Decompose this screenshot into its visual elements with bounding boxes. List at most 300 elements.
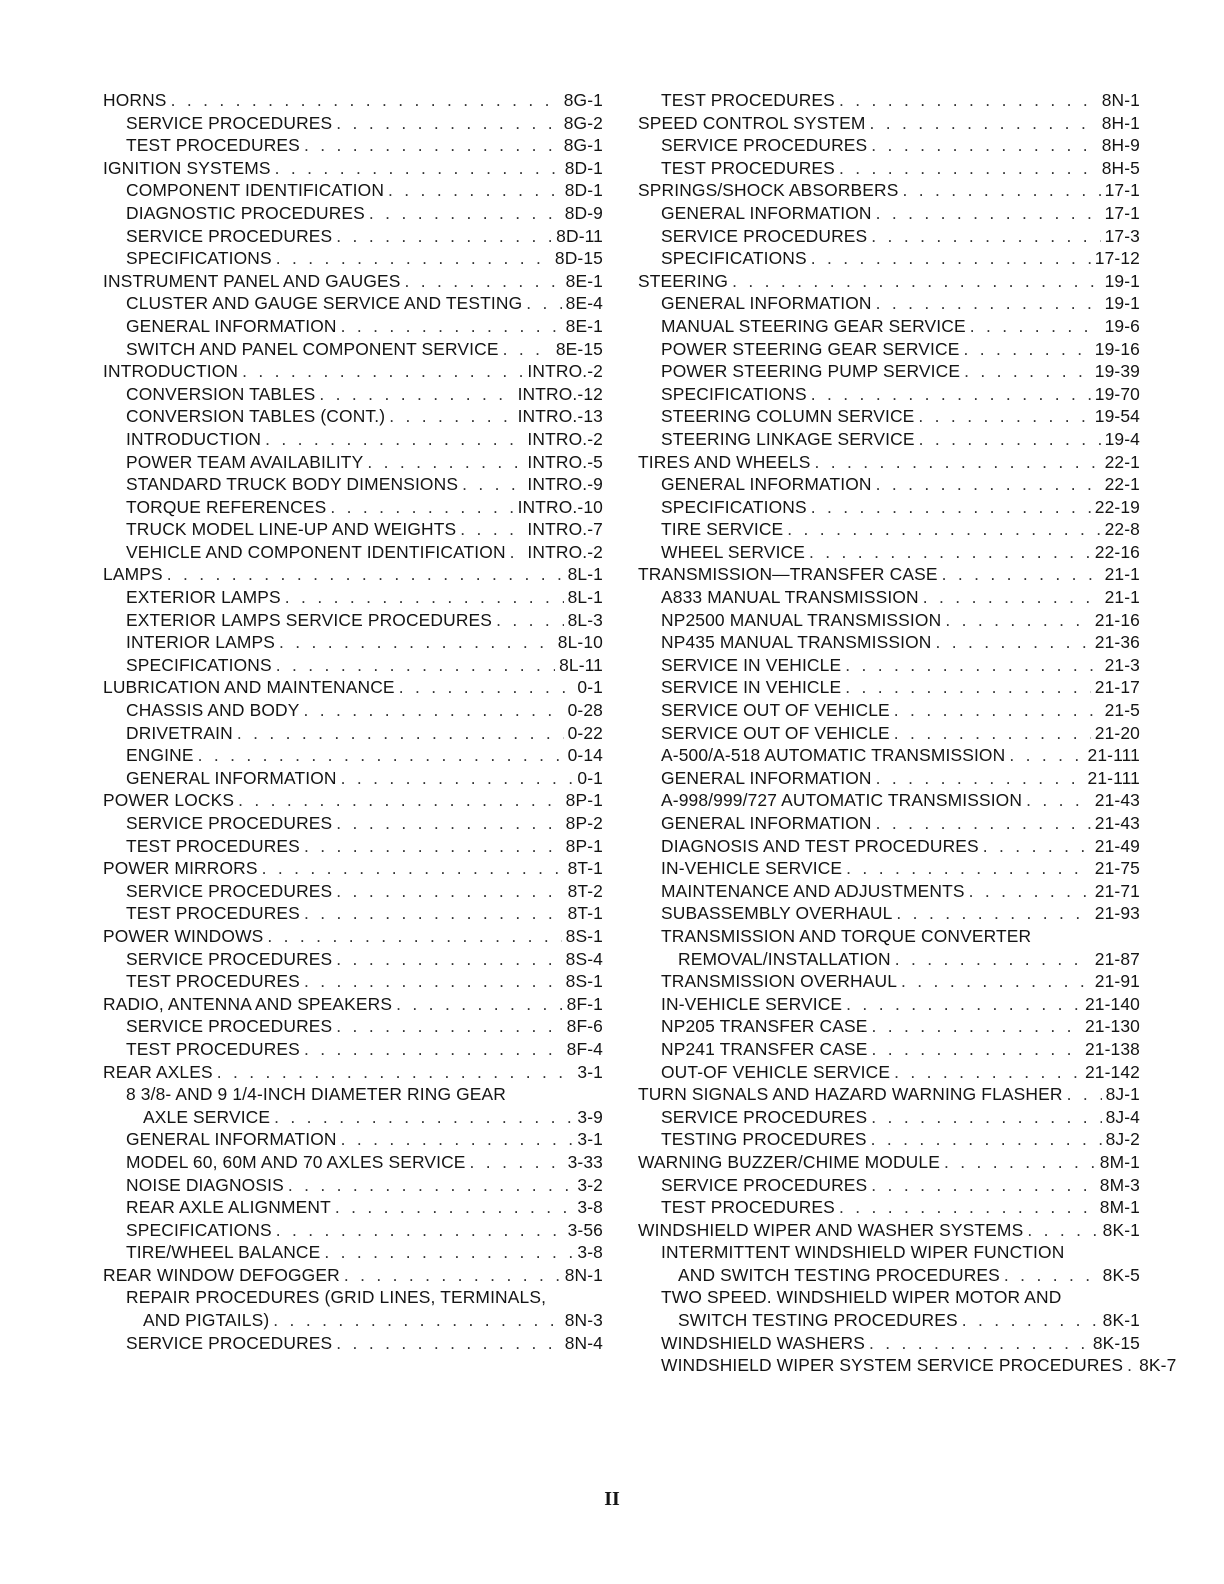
entry-title: TWO SPEED. WINDSHIELD WIPER MOTOR AND: [661, 1287, 1062, 1308]
index-subentry: [638, 699, 1140, 722]
entry-title: TURN SIGNALS AND HAZARD WARNING FLASHER: [638, 1084, 1063, 1105]
dot-leader: [896, 902, 1090, 925]
entry-title: SERVICE PROCEDURES: [126, 112, 333, 133]
index-subentry: [638, 1106, 1140, 1129]
index-entry: [103, 789, 603, 812]
dot-leader: [304, 134, 560, 157]
entry-title: TRUCK MODEL LINE-UP AND WEIGHTS: [126, 519, 457, 540]
entry-page: 3-9: [577, 1106, 603, 1127]
index-subentry: [103, 586, 603, 609]
index-subentry: [103, 1106, 603, 1129]
entry-page: 3-1: [577, 1061, 603, 1082]
index-entry: [638, 179, 1140, 202]
entry-title: SPECIFICATIONS: [661, 496, 807, 517]
index-subentry: [638, 383, 1140, 406]
entry-title: INSTRUMENT PANEL AND GAUGES: [103, 270, 401, 291]
dot-leader: [871, 134, 1097, 157]
entry-title: SPECIFICATIONS: [126, 1219, 272, 1240]
index-subentry: [638, 993, 1140, 1016]
entry-page: 8S-4: [565, 948, 603, 969]
entry-title: GENERAL INFORMATION: [661, 202, 872, 223]
index-subentry: [103, 428, 603, 451]
index-subentry: [638, 496, 1140, 519]
index-subentry: [103, 1038, 603, 1061]
entry-title: STEERING LINKAGE SERVICE: [661, 428, 915, 449]
index-subentry: [638, 1309, 1140, 1332]
entry-title: SERVICE PROCEDURES: [661, 1174, 868, 1195]
entry-title: WINDSHIELD WASHERS: [661, 1332, 865, 1353]
index-subentry: [103, 1332, 603, 1355]
entry-page: 8S-1: [565, 925, 603, 946]
index-subentry: [638, 1038, 1140, 1061]
entry-title: SPECIFICATIONS: [661, 383, 807, 404]
index-subentry: [103, 202, 603, 225]
dot-leader: [871, 1015, 1080, 1038]
dot-leader: [1127, 1354, 1135, 1377]
dot-leader: [304, 970, 562, 993]
entry-page: 8F-6: [566, 1016, 603, 1037]
entry-title: SPECIFICATIONS: [126, 654, 272, 675]
entry-title: AXLE SERVICE: [143, 1106, 271, 1127]
dot-leader: [870, 112, 1098, 135]
dot-leader: [526, 292, 561, 315]
entry-title: AND PIGTAILS): [143, 1310, 270, 1331]
dot-leader: [276, 654, 555, 677]
entry-title: NOISE DIAGNOSIS: [126, 1174, 284, 1195]
dot-leader: [399, 676, 574, 699]
index-subentry: [103, 835, 603, 858]
index-entry: [103, 676, 603, 699]
entry-title: MANUAL STEERING GEAR SERVICE: [661, 315, 966, 336]
entry-title: REAR AXLE ALIGNMENT: [126, 1197, 331, 1218]
entry-page: 8K-5: [1102, 1264, 1140, 1285]
index-subentry: [638, 1332, 1140, 1355]
index-subentry: [103, 179, 603, 202]
entry-page: 21-43: [1094, 790, 1140, 811]
entry-title: IGNITION SYSTEMS: [103, 157, 271, 178]
entry-title: IN-VEHICLE SERVICE: [661, 993, 843, 1014]
dot-leader: [969, 880, 1091, 903]
dot-leader: [871, 1174, 1095, 1197]
dot-leader: [330, 496, 513, 519]
entry-title: CONVERSION TABLES: [126, 383, 316, 404]
entry-title: WINDSHIELD WIPER SYSTEM SERVICE PROCEDURES: [661, 1355, 1124, 1376]
entry-page: 19-70: [1094, 383, 1140, 404]
entry-page: 22-1: [1104, 474, 1140, 495]
entry-title: VEHICLE AND COMPONENT IDENTIFICATION: [126, 541, 506, 562]
dot-leader: [304, 835, 562, 858]
index-subentry: [103, 744, 603, 767]
index-subentry: [103, 405, 603, 428]
entry-title: TEST PROCEDURES: [126, 835, 300, 856]
entry-title: LUBRICATION AND MAINTENANCE: [103, 677, 395, 698]
index-subentry: [103, 1219, 603, 1242]
index-subentry: [638, 857, 1140, 880]
entry-title: STEERING COLUMN SERVICE: [661, 406, 915, 427]
index-subentry: [638, 225, 1140, 248]
entry-page: INTRO.-9: [527, 474, 603, 495]
dot-leader: [388, 179, 561, 202]
entry-page: 0-14: [567, 745, 603, 766]
entry-title: A-500/A-518 AUTOMATIC TRANSMISSION: [661, 745, 1006, 766]
entry-page: INTRO.-7: [527, 519, 603, 540]
index-subentry: [103, 1241, 603, 1264]
entry-title: SERVICE PROCEDURES: [126, 225, 333, 246]
dot-leader: [871, 225, 1100, 248]
entry-title: DIAGNOSIS AND TEST PROCEDURES: [661, 835, 979, 856]
index-subentry: [638, 518, 1140, 541]
entry-title: SPRINGS/SHOCK ABSORBERS: [638, 180, 899, 201]
entry-page: 19-16: [1094, 338, 1140, 359]
dot-leader: [732, 270, 1100, 293]
index-entry: [638, 563, 1140, 586]
entry-title: NP435 MANUAL TRANSMISSION: [661, 632, 932, 653]
index-subentry: [638, 134, 1140, 157]
index-subentry: [638, 1174, 1140, 1197]
dot-leader: [336, 1332, 560, 1355]
entry-page: 8N-4: [564, 1332, 603, 1353]
entry-page: 17-1: [1104, 202, 1140, 223]
dot-leader: [405, 270, 562, 293]
dot-leader: [869, 1332, 1089, 1355]
dot-leader: [876, 812, 1091, 835]
entry-title: MAINTENANCE AND ADJUSTMENTS: [661, 880, 965, 901]
index-subentry: [638, 89, 1140, 112]
index-subentry: [638, 315, 1140, 338]
dot-leader: [265, 428, 523, 451]
dot-leader: [341, 1128, 574, 1151]
dot-leader: [901, 970, 1091, 993]
index-subentry: [638, 902, 1140, 925]
entry-title: GENERAL INFORMATION: [126, 315, 337, 336]
index-subentry: [103, 518, 603, 541]
entry-page: 8L-3: [567, 609, 603, 630]
dot-leader: [496, 609, 564, 632]
dot-leader: [396, 993, 562, 1016]
entry-page: 21-36: [1094, 632, 1140, 653]
index-subentry: [103, 631, 603, 654]
dot-leader: [962, 1309, 1099, 1332]
index-entry: [638, 1151, 1140, 1174]
entry-title: SERVICE OUT OF VEHICLE: [661, 722, 890, 743]
entry-title: GENERAL INFORMATION: [661, 474, 872, 495]
dot-leader: [935, 631, 1090, 654]
index-entry: [103, 925, 603, 948]
dot-leader: [846, 993, 1081, 1016]
entry-page: 0-22: [567, 722, 603, 743]
index-subentry: [103, 1083, 603, 1106]
index-entry: [103, 360, 603, 383]
dot-leader: [923, 586, 1101, 609]
entry-title: POWER LOCKS: [103, 790, 235, 811]
dot-leader: [964, 360, 1091, 383]
dot-leader: [341, 767, 574, 790]
dot-leader: [285, 586, 564, 609]
dot-leader: [276, 247, 551, 270]
dot-leader: [809, 541, 1091, 564]
entry-page: 21-91: [1094, 971, 1140, 992]
dot-leader: [336, 948, 561, 971]
index-subentry: [103, 1309, 603, 1332]
entry-page: 8H-5: [1101, 157, 1140, 178]
dot-leader: [279, 631, 554, 654]
dot-leader: [324, 1241, 573, 1264]
index-subentry: [103, 1196, 603, 1219]
entry-title: SWITCH AND PANEL COMPONENT SERVICE: [126, 338, 499, 359]
entry-page: 21-5: [1104, 700, 1140, 721]
entry-page: 21-130: [1084, 1016, 1140, 1037]
entry-title: WINDSHIELD WIPER AND WASHER SYSTEMS: [638, 1219, 1024, 1240]
entry-page: INTRO.-13: [517, 406, 603, 427]
entry-page: 8N-3: [564, 1310, 603, 1331]
entry-title: DRIVETRAIN: [126, 722, 233, 743]
entry-title: SERVICE PROCEDURES: [126, 948, 333, 969]
entry-title: 8 3/8- AND 9 1/4-INCH DIAMETER RING GEAR: [126, 1084, 506, 1105]
entry-title: TORQUE REFERENCES: [126, 496, 327, 517]
index-subentry: [103, 292, 603, 315]
entry-title: WHEEL SERVICE: [661, 541, 806, 562]
entry-page: 8D-9: [564, 202, 603, 223]
dot-leader: [276, 1219, 564, 1242]
index-subentry: [103, 338, 603, 361]
entry-page: 21-142: [1084, 1061, 1140, 1082]
dot-leader: [846, 857, 1091, 880]
dot-leader: [839, 1196, 1096, 1219]
entry-title: NP241 TRANSFER CASE: [661, 1038, 868, 1059]
entry-page: 8K-1: [1102, 1310, 1140, 1331]
entry-page: INTRO.-2: [527, 541, 603, 562]
index-subentry: [103, 112, 603, 135]
dot-leader: [510, 541, 524, 564]
index-subentry: [638, 676, 1140, 699]
index-subentry: [103, 948, 603, 971]
entry-title: REMOVAL/INSTALLATION: [678, 948, 891, 969]
dot-leader: [871, 1106, 1101, 1129]
entry-title: NP205 TRANSFER CASE: [661, 1016, 868, 1037]
entry-page: 17-12: [1094, 248, 1140, 269]
entry-page: 21-1: [1104, 564, 1140, 585]
index-entry: [638, 112, 1140, 135]
dot-leader: [811, 383, 1091, 406]
entry-title: TEST PROCEDURES: [661, 1197, 835, 1218]
index-subentry: [638, 1128, 1140, 1151]
entry-page: 22-16: [1094, 541, 1140, 562]
dot-leader: [918, 405, 1090, 428]
dot-leader: [341, 315, 562, 338]
dot-leader: [876, 473, 1101, 496]
dot-leader: [335, 1196, 574, 1219]
dot-leader: [267, 925, 561, 948]
dot-leader: [273, 1309, 560, 1332]
dot-leader: [845, 676, 1091, 699]
entry-title: GENERAL INFORMATION: [126, 767, 337, 788]
entry-title: SPECIFICATIONS: [126, 248, 272, 269]
entry-title: TEST PROCEDURES: [126, 135, 300, 156]
entry-title: SWITCH TESTING PROCEDURES: [678, 1310, 958, 1331]
entry-page: 21-93: [1094, 903, 1140, 924]
dot-leader: [336, 225, 552, 248]
entry-page: 19-4: [1104, 428, 1140, 449]
entry-page: 3-8: [577, 1242, 603, 1263]
index-subentry: [638, 1061, 1140, 1084]
entry-title: INTERMITTENT WINDSHIELD WIPER FUNCTION: [661, 1242, 1065, 1263]
dot-leader: [1004, 1264, 1099, 1287]
index-subentry: [638, 631, 1140, 654]
dot-leader: [275, 157, 561, 180]
entry-title: POWER TEAM AVAILABILITY: [126, 451, 364, 472]
entry-title: REAR WINDOW DEFOGGER: [103, 1264, 340, 1285]
entry-page: 21-20: [1094, 722, 1140, 743]
entry-title: INTRODUCTION: [103, 361, 239, 382]
dot-leader: [304, 1038, 563, 1061]
entry-page: 22-19: [1094, 496, 1140, 517]
index-subentry: [103, 247, 603, 270]
index-subentry: [638, 338, 1140, 361]
entry-title: SERVICE IN VEHICLE: [661, 654, 842, 675]
entry-page: 21-17: [1094, 677, 1140, 698]
dot-leader: [919, 428, 1101, 451]
entry-page: 3-1: [577, 1129, 603, 1150]
dot-leader: [876, 292, 1101, 315]
entry-page: 8D-1: [564, 180, 603, 201]
entry-title: TIRE SERVICE: [661, 519, 784, 540]
entry-page: 19-1: [1104, 293, 1140, 314]
entry-title: TEST PROCEDURES: [661, 157, 835, 178]
entry-page: 21-16: [1094, 609, 1140, 630]
page-number: II: [604, 1488, 620, 1510]
index-entry: [638, 1083, 1140, 1106]
index-entry: [103, 157, 603, 180]
index-subentry: [103, 315, 603, 338]
entry-title: SPEED CONTROL SYSTEM: [638, 112, 866, 133]
entry-title: GENERAL INFORMATION: [661, 813, 872, 833]
index-subentry: [638, 970, 1140, 993]
entry-title: TRANSMISSION OVERHAUL: [661, 971, 898, 992]
entry-title: COMPONENT IDENTIFICATION: [126, 180, 385, 201]
index-subentry: [103, 812, 603, 835]
dot-leader: [1067, 1083, 1102, 1106]
entry-page: 21-71: [1094, 880, 1140, 901]
entry-title: TEST PROCEDURES: [126, 971, 300, 992]
entry-title: SERVICE PROCEDURES: [126, 880, 333, 901]
entry-page: 8M-1: [1099, 1151, 1140, 1172]
index-subentry: [638, 767, 1140, 790]
entry-page: INTRO.-2: [527, 361, 603, 382]
index-subentry: [103, 1128, 603, 1151]
dot-leader: [814, 451, 1100, 474]
entry-page: 21-75: [1094, 858, 1140, 879]
entry-page: 21-138: [1084, 1038, 1140, 1059]
dot-leader: [894, 722, 1091, 745]
entry-title: ENGINE: [126, 745, 194, 766]
entry-page: 21-140: [1084, 993, 1140, 1014]
dot-leader: [942, 563, 1101, 586]
dot-leader: [811, 496, 1091, 519]
index-subentry: [638, 722, 1140, 745]
entry-page: 8J-1: [1105, 1084, 1140, 1105]
entry-page: 8D-11: [556, 225, 603, 246]
dot-leader: [344, 1264, 561, 1287]
index-entry: [103, 1061, 603, 1084]
entry-page: 8P-1: [565, 790, 603, 811]
index-subentry: [103, 1286, 603, 1309]
dot-leader: [336, 1015, 562, 1038]
index-subentry: [638, 1241, 1140, 1264]
entry-page: 21-3: [1104, 654, 1140, 675]
entry-title: POWER WINDOWS: [103, 925, 264, 946]
index-subentry: [638, 541, 1140, 564]
index-subentry: [638, 586, 1140, 609]
dot-leader: [944, 1151, 1096, 1174]
entry-page: 8L-1: [567, 587, 603, 608]
dot-leader: [470, 1151, 564, 1174]
dot-leader: [242, 360, 523, 383]
dot-leader: [262, 857, 564, 880]
entry-page: 8F-4: [566, 1038, 603, 1059]
dot-leader: [894, 1061, 1081, 1084]
index-subentry: [103, 134, 603, 157]
entry-page: 8K-7: [1139, 1355, 1177, 1376]
entry-page: INTRO.-12: [517, 383, 603, 404]
entry-title: DIAGNOSTIC PROCEDURES: [126, 202, 365, 223]
entry-title: TIRES AND WHEELS: [638, 451, 811, 472]
index-entry: [103, 563, 603, 586]
entry-page: 8P-1: [565, 835, 603, 856]
dot-leader: [903, 179, 1101, 202]
dot-leader: [217, 1061, 574, 1084]
entry-page: 8T-1: [567, 903, 603, 924]
index-subentry: [103, 609, 603, 632]
index-subentry: [638, 812, 1140, 835]
index-subentry: [638, 157, 1140, 180]
index-subentry: [103, 225, 603, 248]
entry-title: CHASSIS AND BODY: [126, 700, 300, 721]
entry-page: 21-43: [1094, 813, 1140, 833]
entry-title: SERVICE PROCEDURES: [661, 135, 868, 156]
entry-title: SERVICE PROCEDURES: [661, 1106, 868, 1127]
entry-page: 8J-4: [1105, 1106, 1140, 1127]
index-subentry: [103, 880, 603, 903]
dot-leader: [871, 1038, 1080, 1061]
entry-title: SERVICE PROCEDURES: [126, 1016, 333, 1037]
dot-leader: [503, 338, 552, 361]
dot-leader: [237, 722, 564, 745]
entry-page: 8D-15: [554, 248, 603, 269]
entry-title: POWER MIRRORS: [103, 858, 258, 879]
entry-title: STEERING: [638, 270, 729, 291]
index-entry: [638, 451, 1140, 474]
dot-leader: [845, 654, 1100, 677]
dot-leader: [1027, 1219, 1098, 1242]
index-subentry: [103, 654, 603, 677]
dot-leader: [288, 1174, 574, 1197]
entry-page: 8G-1: [563, 90, 603, 110]
entry-page: INTRO.-2: [527, 428, 603, 449]
entry-page: 3-2: [577, 1174, 603, 1195]
entry-title: CONVERSION TABLES (CONT.): [126, 406, 386, 427]
entry-title: IN-VEHICLE SERVICE: [661, 858, 843, 879]
dot-leader: [894, 699, 1101, 722]
entry-title: SERVICE IN VEHICLE: [661, 677, 842, 698]
entry-page: 8D-1: [564, 157, 603, 178]
entry-page: 8P-2: [565, 813, 603, 833]
entry-page: 19-39: [1094, 361, 1140, 382]
entry-page: 8G-1: [563, 135, 603, 156]
index-subentry: [638, 1264, 1140, 1287]
index-subentry: [103, 1174, 603, 1197]
dot-leader: [336, 880, 563, 903]
dot-leader: [1026, 789, 1091, 812]
